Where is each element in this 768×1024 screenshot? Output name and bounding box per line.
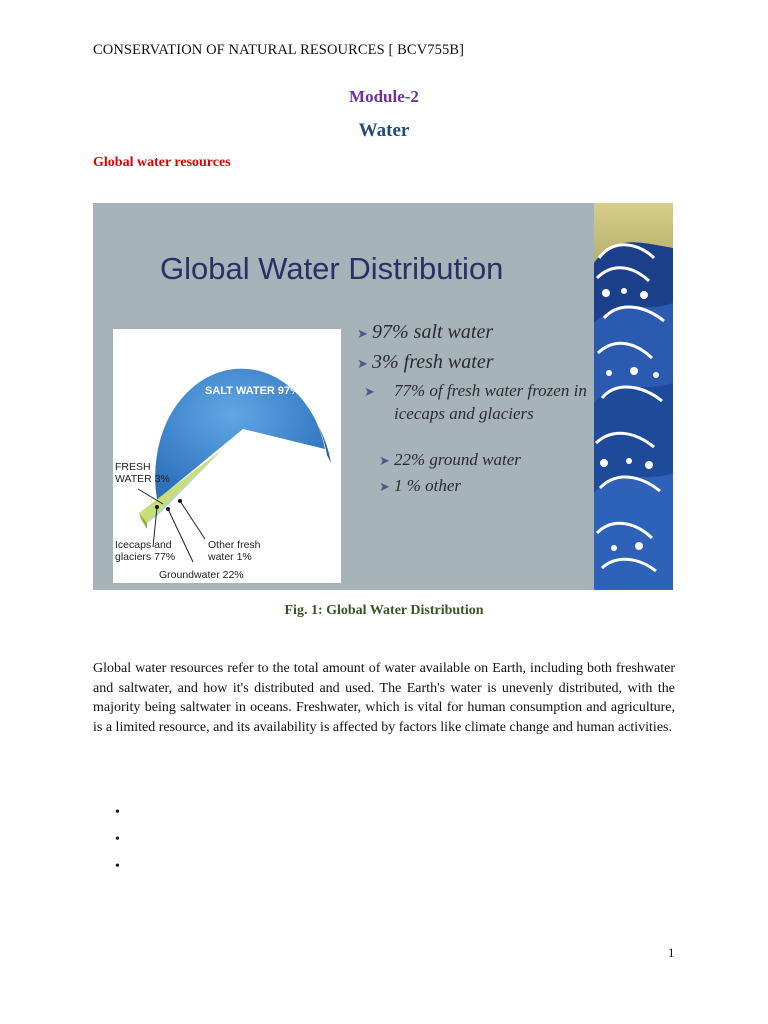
- bullet-arrow-icon: ➤: [357, 356, 368, 371]
- pie-label-salt: SALT WATER 97%: [205, 385, 300, 397]
- body-paragraph: Global water resources refer to the total amount of water available on Earth, including both freshwater and saltwater, and how it's distributed and used. The Earth's water is unevenly distributed, with the majority being saltwater in oceans. Freshwater, which is vital for human consumption and agriculture, is a limited resource, and its availability is affected by factors like climate change and human activities.: [93, 661, 675, 735]
- bullet-other: ➤ 1 % other: [379, 475, 579, 498]
- pie-label-groundwater: Groundwater 22%: [159, 569, 244, 581]
- pie-label-other: Other fresh water 1%: [208, 539, 261, 563]
- bullet-ground: ➤ 22% ground water: [379, 449, 579, 472]
- module-title: Module-2: [349, 87, 419, 106]
- bullet-frozen: ➤ 77% of fresh water frozen in icecaps and glaciers: [364, 381, 587, 423]
- empty-bullet: •: [115, 859, 120, 874]
- bullet-salt: ➤ 97% salt water: [357, 321, 494, 343]
- chapter-title: Water: [358, 120, 410, 141]
- bullet-arrow-icon: ➤: [379, 479, 390, 494]
- bullet-arrow-icon: ➤: [379, 453, 390, 468]
- pie-label-icecaps: Icecaps and glaciers 77%: [115, 539, 176, 563]
- section-heading: Global water resources: [93, 155, 231, 170]
- empty-bullet: •: [115, 832, 120, 847]
- water-distribution-figure: [93, 203, 673, 590]
- figure-caption: Fig. 1: Global Water Distribution: [284, 603, 484, 618]
- page-header: CONSERVATION OF NATURAL RESOURCES [ BCV755B]: [93, 42, 465, 58]
- bullet-fresh: ➤ 3% fresh water: [357, 351, 494, 373]
- slide-title: Global Water Distribution: [160, 251, 504, 286]
- empty-bullet: •: [115, 805, 120, 820]
- pie-label-fresh: FRESH WATER 3%: [115, 461, 170, 485]
- wave-decoration-icon: [594, 203, 673, 590]
- bullet-arrow-icon: ➤: [357, 326, 368, 341]
- pie-chart-panel: [113, 329, 341, 583]
- bullet-arrow-icon: ➤: [364, 384, 375, 399]
- page-number: 1: [668, 945, 675, 960]
